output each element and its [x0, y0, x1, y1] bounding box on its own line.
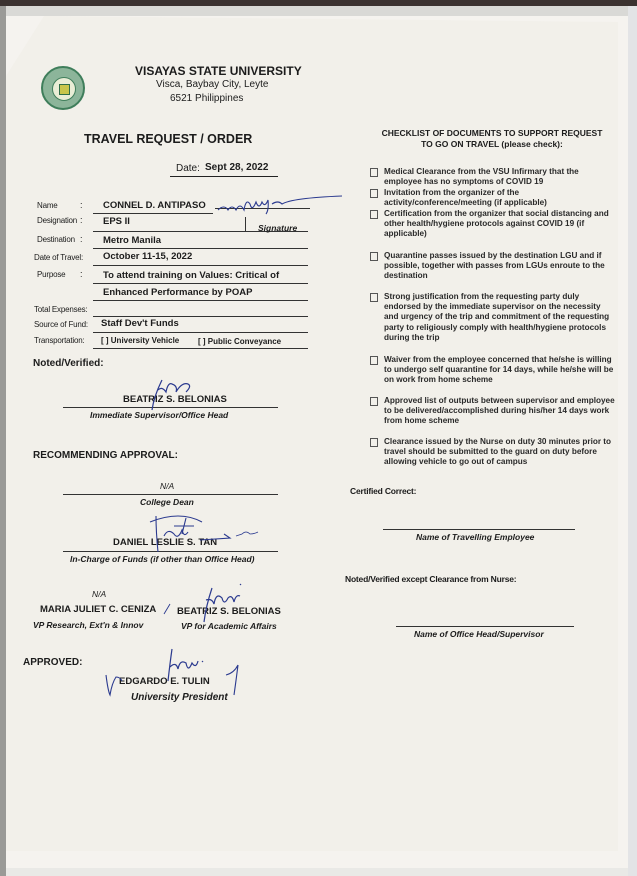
- funds-signature-line: [63, 551, 278, 552]
- destination-colon: :: [80, 234, 83, 244]
- funds-officer-role: In-Charge of Funds (if other than Office Head): [70, 554, 255, 564]
- checkbox[interactable]: [370, 397, 378, 406]
- employee-name-caption: Name of Travelling Employee: [416, 532, 535, 542]
- checklist-item-text: Medical Clearance from the VSU Infirmary that the employee has no symptoms of COVID 19: [384, 167, 579, 187]
- dean-signature-line: [63, 494, 278, 495]
- purpose-value-line1: To attend training on Values: Critical of: [103, 270, 280, 281]
- checklist-item: [370, 167, 615, 187]
- destination-underline: [93, 248, 308, 249]
- supervisor-role: Immediate Supervisor/Office Head: [90, 410, 229, 420]
- date-value: Sept 28, 2022: [205, 162, 269, 173]
- office-head-line: [396, 626, 574, 627]
- form-title: TRAVEL REQUEST / ORDER: [84, 132, 253, 146]
- checklist-item-text: Quarantine passes issued by the destination LGU and if possible, together with passes from LGUs enroute to the destination: [384, 251, 605, 281]
- checkbox[interactable]: [370, 293, 378, 302]
- designation-value: EPS II: [103, 216, 130, 227]
- vp-academic-name: BEATRIZ S. BELONIAS: [177, 606, 281, 617]
- destination-label: Destination: [37, 235, 75, 244]
- date-label: Date:: [176, 163, 200, 174]
- checkbox[interactable]: [370, 210, 378, 219]
- checkbox[interactable]: [370, 438, 378, 447]
- date-underline: [170, 176, 278, 177]
- checkbox[interactable]: [370, 168, 378, 177]
- university-postal: 6521 Philippines: [170, 93, 244, 104]
- name-value: CONNEL D. ANTIPASO: [103, 200, 206, 211]
- scan-border-right: [628, 6, 637, 876]
- transport-public-conveyance[interactable]: [ ] Public Conveyance: [198, 337, 282, 346]
- vp-research-na: N/A: [92, 589, 107, 599]
- office-head-caption: Name of Office Head/Supervisor: [414, 629, 544, 639]
- checklist-item-text: Strong justification from the requesting party duly endorsed by the immediate supervisor on the necessity and urgency of the trip and commitment of the requesting party to religiously comply with health/hygiene protocols during the trip: [384, 292, 610, 342]
- scan-border-bottom: [6, 868, 628, 876]
- noted-except-nurse-label: Noted/Verified except Clearance from Nurse:: [345, 574, 517, 584]
- university-address: Visca, Baybay City, Leyte: [156, 79, 269, 90]
- checklist-item-text: Clearance issued by the Nurse on duty 30 minutes prior to travel should be submitted to the guard on duty before allowing vehicle to go out of campus: [384, 437, 612, 467]
- checkbox[interactable]: [370, 189, 378, 198]
- source-of-fund-underline: [93, 332, 308, 333]
- checklist-title-line2: TO GO ON TRAVEL (please check):: [421, 139, 563, 149]
- checklist-item: [370, 188, 615, 208]
- purpose-underline-1: [93, 283, 308, 284]
- total-expenses-underline: [93, 316, 308, 317]
- noted-verified-label: Noted/Verified:: [33, 358, 104, 369]
- transportation-label: Transportation:: [34, 336, 85, 345]
- supervisor-name: BEATRIZ S. BELONIAS: [123, 394, 227, 405]
- purpose-colon: :: [80, 269, 83, 279]
- supervisor-signature-line: [63, 407, 278, 408]
- university-logo-icon: [41, 66, 85, 110]
- checklist-item: [370, 396, 615, 427]
- checklist-item: [370, 437, 615, 468]
- checklist-item-text: Waiver from the employee concerned that he/she is willing to undergo self quarantine for 14 days, while he/she will be on work from home scheme: [384, 355, 614, 385]
- designation-colon: :: [80, 215, 83, 225]
- funds-officer-name: DANIEL LESLIE S. TAN: [113, 537, 218, 548]
- vp-research-name: MARIA JULIET C. CENIZA: [40, 604, 157, 615]
- president-name: EDGARDO E. TULIN: [119, 676, 210, 687]
- checklist-item: [370, 355, 615, 386]
- signature-divider: [245, 217, 246, 232]
- date-of-travel-value: October 11-15, 2022: [103, 251, 193, 262]
- checklist-item-text: Invitation from the organizer of the activity/conference/meeting (if applicable): [384, 188, 547, 208]
- name-underline: [93, 213, 213, 214]
- vp-academic-role: VP for Academic Affairs: [181, 621, 277, 631]
- employee-name-line: [383, 529, 575, 530]
- purpose-value-line2: Enhanced Performance by POAP: [103, 287, 253, 298]
- transport-university-vehicle[interactable]: [ ] University Vehicle: [101, 336, 180, 345]
- president-role: University President: [131, 692, 228, 703]
- university-name: VISAYAS STATE UNIVERSITY: [135, 64, 302, 78]
- purpose-underline-2: [93, 300, 308, 301]
- signature-label: Signature: [258, 223, 298, 233]
- certified-correct-label: Certified Correct:: [350, 486, 417, 496]
- vp-research-role: VP Research, Ext'n & Innov: [33, 620, 144, 630]
- checklist-item-text: Approved list of outputs between supervisor and employee to be delivered/accomplished during his/her 14 days work from home scheme: [384, 396, 615, 426]
- source-of-fund-label: Source of Fund:: [34, 320, 88, 329]
- checklist-title-line1: CHECKLIST OF DOCUMENTS TO SUPPORT REQUEST: [381, 128, 603, 138]
- purpose-label: Purpose: [37, 270, 66, 279]
- recommending-approval-label: RECOMMENDING APPROVAL:: [33, 450, 178, 461]
- checklist-item-text: Certification from the organizer that social distancing and other health/hygiene protocols against COVID 19 (if applicable): [384, 209, 609, 239]
- dean-role: College Dean: [140, 497, 194, 507]
- total-expenses-label: Total Expenses:: [34, 305, 88, 314]
- approved-label: APPROVED:: [23, 657, 83, 668]
- name-colon: :: [80, 200, 83, 210]
- checkbox[interactable]: [370, 356, 378, 365]
- transportation-underline: [93, 348, 308, 349]
- designation-label: Designation: [37, 216, 78, 225]
- destination-value: Metro Manila: [103, 235, 162, 246]
- checklist-item: [370, 209, 615, 240]
- checklist-item: [370, 292, 615, 343]
- date-of-travel-underline: [93, 265, 308, 266]
- date-of-travel-label: Date of Travel:: [34, 253, 84, 262]
- name-label: Name: [37, 201, 58, 210]
- signature-line: [215, 208, 310, 209]
- source-of-fund-value: Staff Dev't Funds: [101, 318, 179, 329]
- dean-name: N/A: [160, 481, 175, 491]
- checklist-item: [370, 251, 615, 282]
- checkbox[interactable]: [370, 252, 378, 261]
- scan-border-top: [0, 0, 637, 6]
